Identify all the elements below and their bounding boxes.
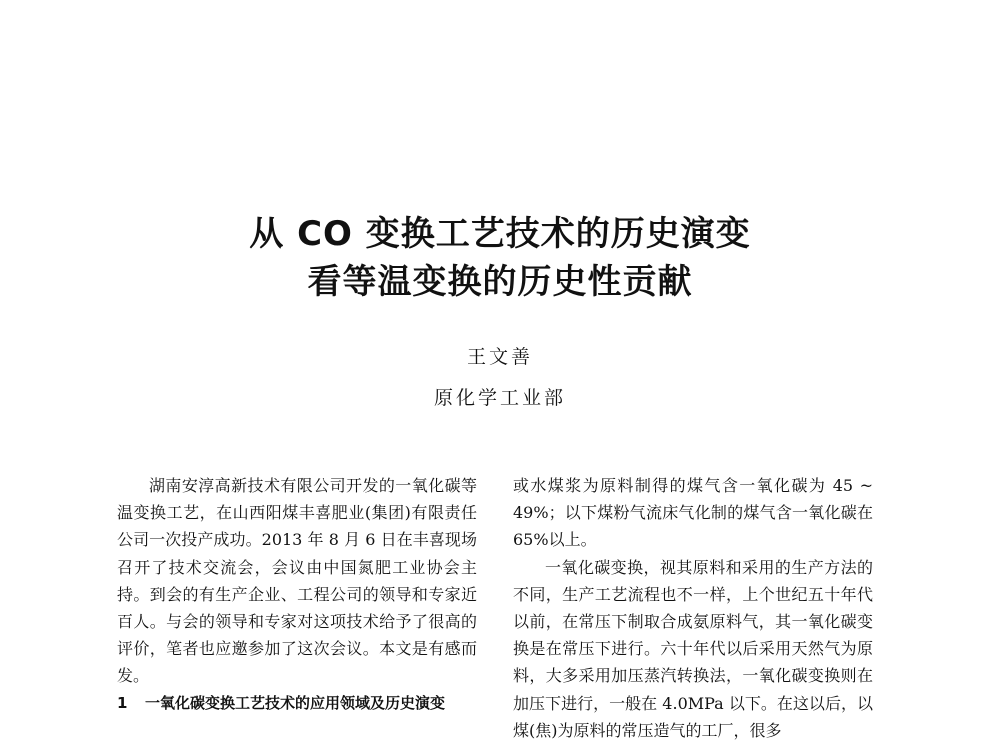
title-line-2: 看等温变换的历史性贡献 xyxy=(307,262,693,302)
intro-paragraph: 湖南安淳高新技术有限公司开发的一氧化碳等温变换工艺，在山西阳煤丰喜肥业(集团)有限责任公司一次投产成功。2013 年 8 月 6 日在丰喜现场召开了技术交流会，会议由中国氮肥工业协会主持。到会的有生产企业、工程公司的领导和专家近百人。与会的领导和专家对这项技术给予了很高的评价，笔者也应邀参加了这次会议。本文是有感而发。 xyxy=(117,476,477,686)
author-name: 王文善 xyxy=(466,346,533,368)
right-text-column xyxy=(513,472,873,744)
title-line-1: 从 CO 变换工艺技术的历史演变 xyxy=(249,214,751,254)
section-title: 一氧化碳变换工艺技术的应用领域及历史演变 xyxy=(145,693,446,712)
section-heading xyxy=(117,690,477,717)
left-text-column xyxy=(117,472,477,717)
continued-paragraph: 或水煤浆为原料制得的煤气含一氧化碳为 45 ~ 49%；以下煤粉气流床气化制的煤气含一氧化碳在 65%以上。 xyxy=(513,476,873,550)
section-number: 1 xyxy=(117,693,128,712)
body-paragraph: 一氧化碳变换，视其原料和采用的生产方法的不同，生产工艺流程也不一样，上个世纪五十年代以前，在常压下制取合成氨原料气，其一氧化碳变换是在常压下进行。六十年代以后采用天然气为原料，大多采用加压蒸汽转换法，一氧化碳变换则在加压下进行，一般在 4.0MPa 以下。在这以后，以煤(焦)为原料的常压造气的工厂，很多 xyxy=(513,557,873,740)
article-title xyxy=(0,210,1000,306)
author-affiliation: 原化学工业部 xyxy=(433,387,566,409)
